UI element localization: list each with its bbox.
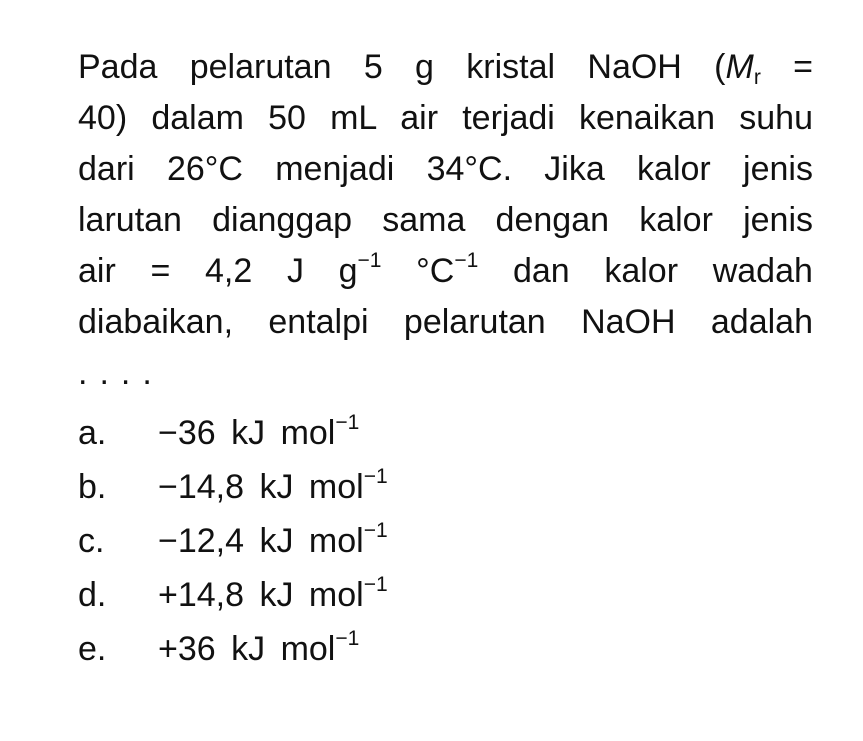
word: Jika	[544, 150, 605, 188]
option-b[interactable]	[78, 460, 388, 514]
unit-gram-exponent: −1	[357, 249, 382, 272]
unit-celsius-exponent: −1	[454, 249, 479, 272]
option-value	[158, 572, 388, 615]
option-letter: a.	[78, 413, 107, 452]
option-value-text: +14,8 kJ mol	[158, 575, 364, 614]
word: 5	[363, 48, 383, 86]
question-line-4	[78, 195, 813, 246]
heat-capacity-value: 4,2	[205, 252, 253, 290]
question-line-3	[78, 144, 813, 195]
unit-gram-base: g	[338, 252, 358, 290]
question-line-7	[78, 348, 813, 399]
temperature-final: 34°C.	[426, 150, 513, 188]
ellipsis-dots: ....	[78, 354, 164, 392]
option-value-text: −12,4 kJ mol	[158, 521, 364, 560]
line-text: 40) dalam 50 mL air terjadi kenaikan suhu	[78, 99, 813, 137]
temperature-initial: 26°C	[166, 150, 243, 188]
option-letter: d.	[78, 575, 107, 614]
equals-sign: =	[150, 252, 171, 290]
word: kalor	[604, 252, 679, 290]
word: pelarutan	[189, 48, 332, 86]
question-line-2	[78, 93, 813, 144]
unit-gram	[339, 246, 382, 297]
question-text	[78, 42, 813, 399]
option-exponent: −1	[335, 410, 360, 434]
word: menjadi	[275, 150, 395, 188]
option-a[interactable]	[78, 406, 388, 460]
question-line-5	[78, 246, 813, 297]
word: jenis	[743, 150, 813, 188]
option-exponent: −1	[363, 572, 388, 596]
option-value-text: +36 kJ mol	[158, 629, 336, 668]
equals-sign: =	[793, 48, 813, 86]
option-e[interactable]	[78, 622, 388, 676]
word: NaOH	[587, 48, 682, 86]
option-value	[158, 464, 388, 507]
option-c[interactable]	[78, 514, 388, 568]
option-exponent: −1	[335, 626, 360, 650]
option-value	[158, 410, 360, 453]
open-paren: (	[714, 48, 726, 86]
option-letter: e.	[78, 629, 107, 668]
word: kalor	[637, 150, 711, 188]
option-value-text: −14,8 kJ mol	[158, 467, 364, 506]
option-value	[158, 626, 360, 669]
unit-celsius-base: °C	[416, 252, 455, 290]
answer-options	[78, 406, 388, 676]
word: wadah	[712, 252, 813, 290]
option-letter: b.	[78, 467, 107, 506]
option-value	[158, 518, 388, 561]
option-exponent: −1	[363, 518, 388, 542]
option-exponent: −1	[363, 464, 388, 488]
word: air	[78, 252, 116, 290]
mr-subscript: r	[753, 66, 761, 89]
question-line-6	[78, 297, 813, 348]
option-letter: c.	[78, 521, 105, 560]
unit-joule: J	[286, 252, 304, 290]
unit-celsius	[416, 246, 478, 297]
question-line-1	[78, 42, 813, 93]
word: Pada	[78, 48, 158, 86]
molar-mass-symbol	[714, 42, 761, 93]
word: dan	[512, 252, 570, 290]
word: kristal	[466, 48, 556, 86]
option-value-text: −36 kJ mol	[158, 413, 336, 452]
line-text: larutan dianggap sama dengan kalor jenis	[78, 201, 813, 239]
word: g	[415, 48, 434, 86]
line-text: diabaikan, entalpi pelarutan NaOH adalah	[78, 303, 813, 341]
option-d[interactable]	[78, 568, 388, 622]
mr-letter: M	[725, 48, 754, 86]
word: dari	[78, 150, 135, 188]
